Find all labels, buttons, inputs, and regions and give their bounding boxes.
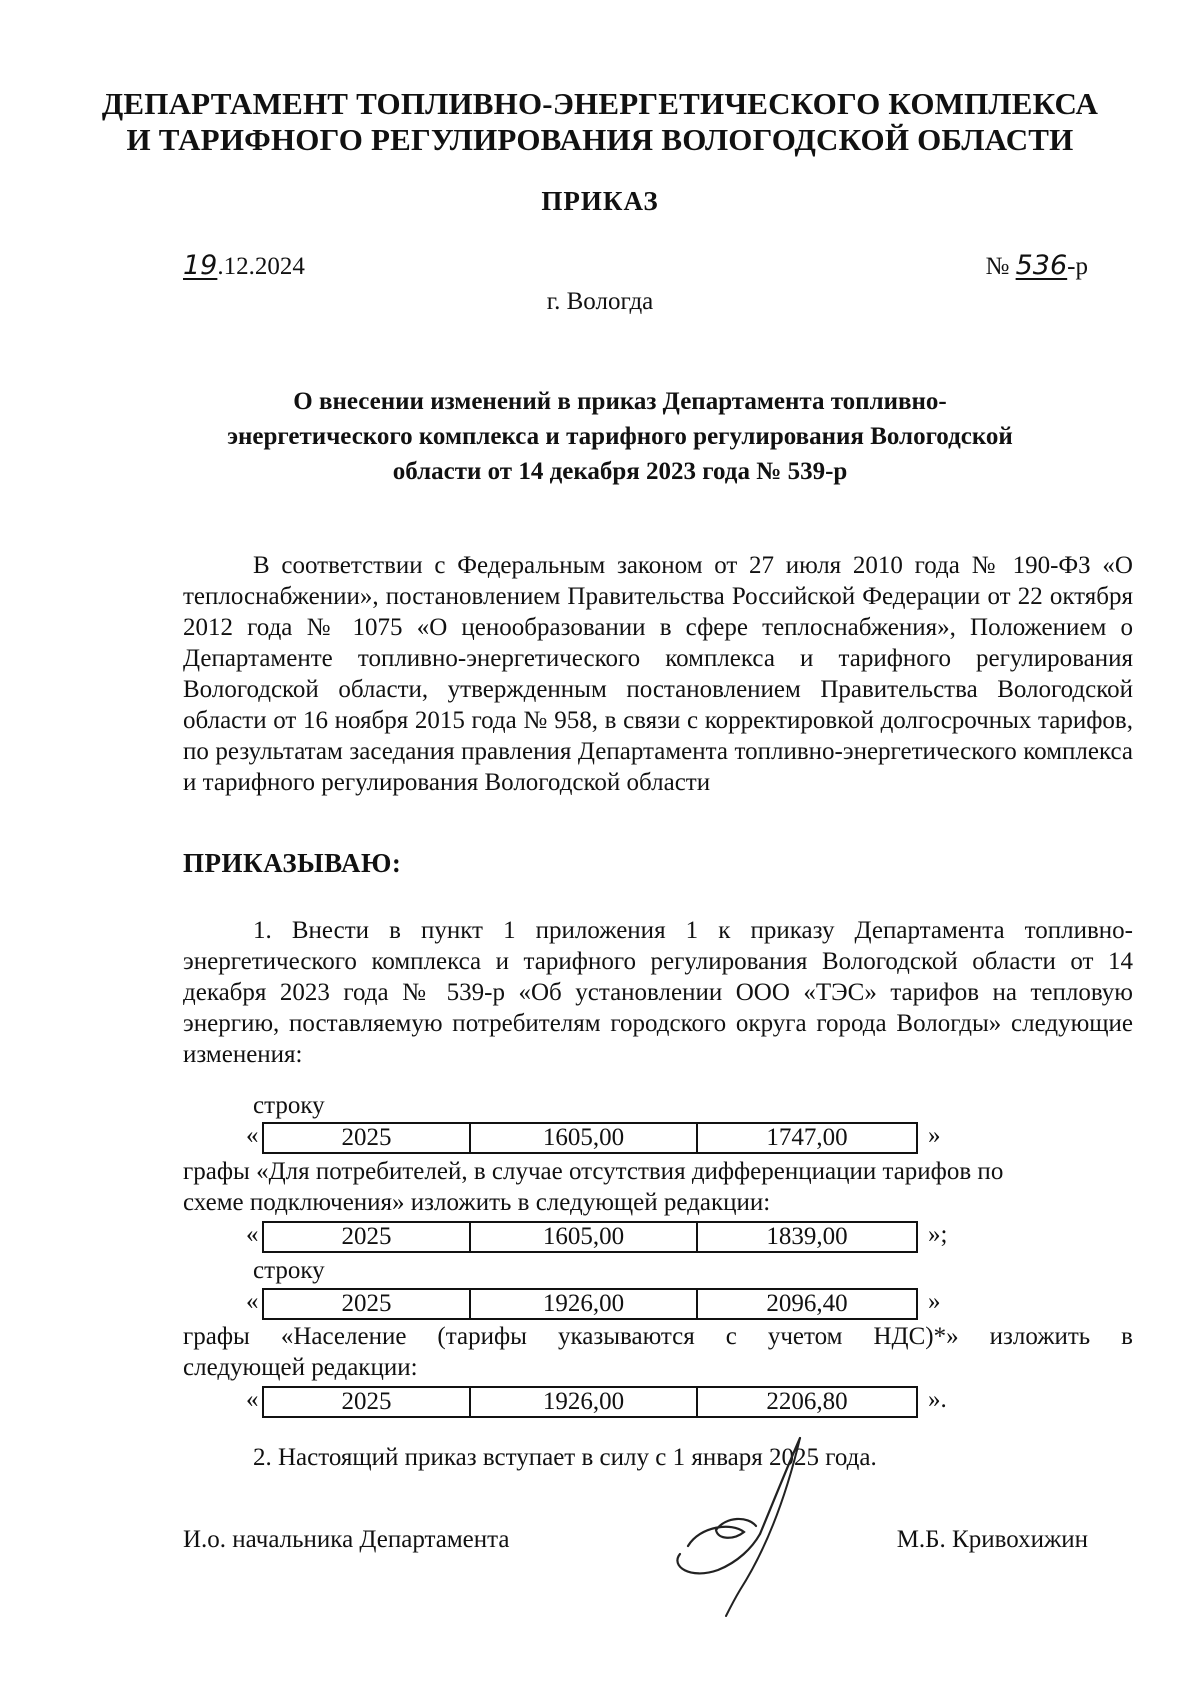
city: г. Вологда: [546, 288, 654, 315]
document-number: [986, 250, 1088, 281]
document-date: [183, 250, 305, 281]
tariff-row-3: [262, 1288, 918, 1320]
row-label-stroku-2: строку: [253, 1257, 325, 1284]
number-prefix: №: [985, 253, 1016, 280]
signer-role: И.о. начальника Департамента: [183, 1526, 510, 1553]
item2-paragraph: 2. Настоящий приказ вступает в силу с 1 января 2025 года.: [253, 1444, 877, 1471]
document-subject: [180, 384, 1060, 489]
order-word: ПРИКАЗЫВАЮ:: [183, 848, 402, 878]
graphs1-line2: схеме подключения» изложить в следующей редакции:: [183, 1189, 771, 1216]
row1-value2: 1747,00: [696, 1122, 918, 1154]
row4-year: 2025: [262, 1386, 469, 1418]
row1-value1: 1605,00: [469, 1122, 696, 1154]
handwritten-signature: [640, 1430, 820, 1620]
tariff-row-4: [262, 1386, 918, 1418]
row3-value1: 1926,00: [469, 1288, 696, 1320]
item1-paragraph: 1. Внести в пункт 1 приложения 1 к приказу Департамента топливно-энергетического комплекса и тарифного регулирования Вологодской области от 14 декабря 2023 года № 539-р «Об установлении ООО «ТЭС» тарифов на тепловую энергию, поставляемую потребителям городского округа города Вологды» следующие изменения:: [183, 917, 1133, 1068]
row4-value1: 1926,00: [469, 1386, 696, 1418]
graphs2-line2: следующей редакции:: [183, 1354, 418, 1381]
subject-line2: энергетического комплекса и тарифного регулирования Вологодской: [227, 423, 1013, 450]
row2-open-quote: «: [246, 1221, 259, 1248]
signer-name: М.Б. Кривохижин: [896, 1526, 1088, 1553]
row2-year: 2025: [262, 1221, 469, 1253]
row2-value2: 1839,00: [696, 1221, 918, 1253]
row2-close-quote: »;: [928, 1221, 948, 1248]
row3-year: 2025: [262, 1288, 469, 1320]
number-suffix: -р: [1067, 253, 1088, 280]
row1-open-quote: «: [246, 1122, 259, 1149]
row2-value1: 1605,00: [469, 1221, 696, 1253]
row3-open-quote: «: [246, 1288, 259, 1315]
date-day: 19: [183, 250, 218, 281]
document-type: ПРИКАЗ: [541, 186, 659, 216]
preamble-paragraph: В соответствии с Федеральным законом от 27 июля 2010 года № 190-ФЗ «О теплоснабжении», постановлением Правительства Российской Федерации от 22 октября 2012 года № 1075 «О ценообразовании в сфере теплоснабжения», Положением о Департаменте топливно-энергетического комплекса и тарифного регулирования Вологодской области, утвержденным постановлением Правительства Вологодской области от 16 ноября 2015 года № 958, в связи с корректировкой долгосрочных тарифов, по результатам заседания правления Департамента топливно-энергетического комплекса и тарифного регулирования Вологодской области: [183, 552, 1133, 796]
tariff-row-1: [262, 1122, 918, 1154]
row-label-stroku-1: строку: [253, 1092, 325, 1119]
org-name-line2: И ТАРИФНОГО РЕГУЛИРОВАНИЯ ВОЛОГОДСКОЙ ОБЛАСТИ: [126, 122, 1074, 157]
subject-line3: области от 14 декабря 2023 года № 539-р: [392, 458, 848, 485]
row4-close-quote: ».: [928, 1386, 947, 1413]
row4-open-quote: «: [246, 1386, 259, 1413]
org-name-line1: ДЕПАРТАМЕНТ ТОПЛИВНО-ЭНЕРГЕТИЧЕСКОГО КОМПЛЕКСА: [101, 86, 1099, 121]
number-value: 536: [1015, 250, 1068, 281]
date-month-year: .12.2024: [217, 253, 305, 280]
tariff-row-2: [262, 1221, 918, 1253]
row1-close-quote: »: [928, 1122, 941, 1149]
subject-line1: О внесении изменений в приказ Департамента топливно-: [293, 388, 947, 415]
row3-value2: 2096,40: [696, 1288, 918, 1320]
graphs1-line1: графы «Для потребителей, в случае отсутствия дифференциации тарифов по: [183, 1158, 1004, 1185]
row4-value2: 2206,80: [696, 1386, 918, 1418]
graphs2-line1: графы «Население (тарифы указываются с учетом НДС)*» изложить в: [183, 1323, 1133, 1350]
row3-close-quote: »: [928, 1288, 941, 1315]
row1-year: 2025: [262, 1122, 469, 1154]
